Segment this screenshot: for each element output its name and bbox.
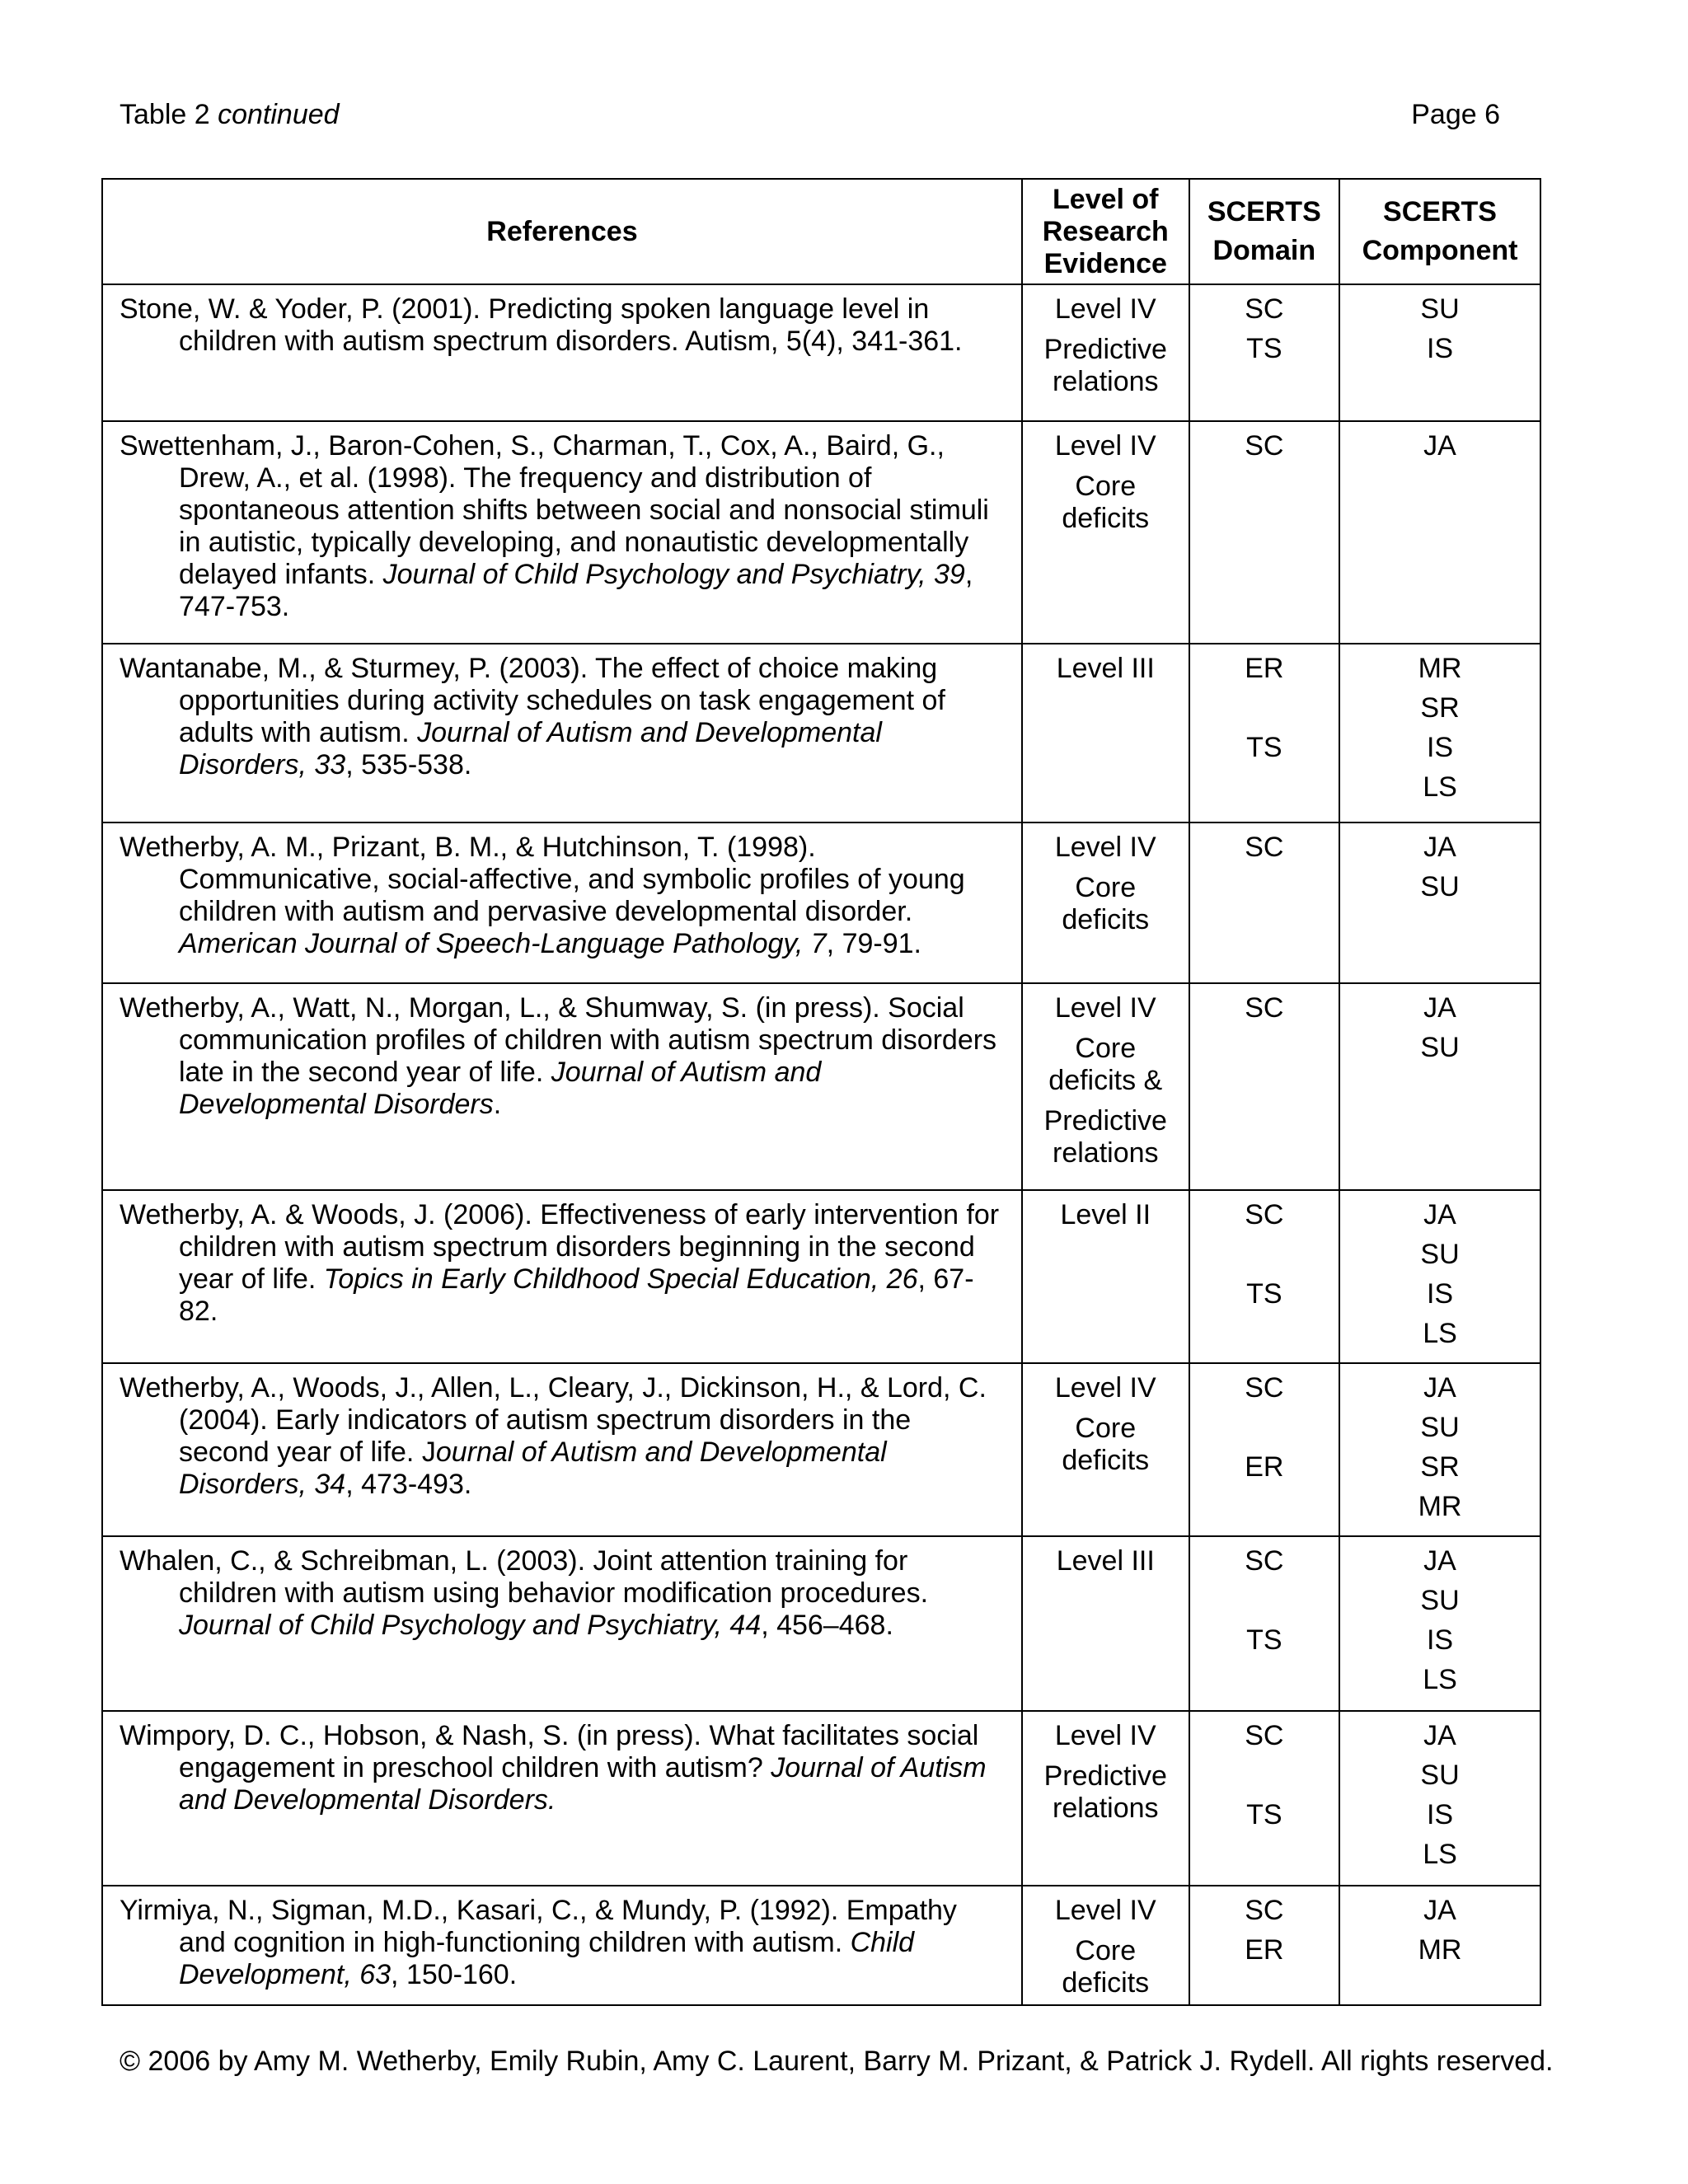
component-code: SR bbox=[1420, 692, 1460, 724]
component-code: IS bbox=[1426, 1624, 1454, 1656]
level-of-evidence-cell bbox=[1022, 1190, 1189, 1363]
level-text: Predictive bbox=[1043, 334, 1167, 365]
continued-label: continued bbox=[218, 99, 340, 130]
component-code: LS bbox=[1423, 1664, 1457, 1695]
level-entry bbox=[1023, 471, 1189, 535]
scerts-component-cell bbox=[1339, 421, 1540, 644]
level-text: Core bbox=[1075, 1033, 1137, 1064]
citation-text: Whalen, C., & Schreibman, L. (2003). Joint attention training for children with autism using behavior modification procedures. bbox=[120, 1545, 929, 1609]
level-entry bbox=[1023, 1199, 1189, 1231]
component-code: SU bbox=[1420, 1239, 1460, 1270]
level-of-evidence-cell bbox=[1022, 644, 1189, 823]
page-number: Page 6 bbox=[1411, 99, 1500, 130]
domain-code: SC bbox=[1245, 1199, 1284, 1230]
level-entry bbox=[1023, 832, 1189, 864]
level-entry bbox=[1023, 1372, 1189, 1404]
citation-source-italic: Child Development, 63 bbox=[179, 1927, 915, 1990]
citation-text: , 473-493. bbox=[345, 1469, 472, 1500]
level-entry bbox=[1023, 1545, 1189, 1577]
citation-text: , 150-160. bbox=[391, 1959, 518, 1990]
level-text: deficits bbox=[1062, 503, 1150, 534]
citation-source-italic: Journal of Autism and Developmental Disorders, 33 bbox=[179, 717, 882, 780]
reference-cell bbox=[102, 1190, 1022, 1363]
citation-source-italic: Journal of Child Psychology and Psychiatry, 39 bbox=[382, 559, 965, 590]
citation-text: Wimpory, D. C., Hobson, & Nash, S. (in press). What facilitates social engagement in preschool children with autism? bbox=[120, 1720, 979, 1783]
domain-code: TS bbox=[1246, 1799, 1282, 1830]
citation-source-italic: Journal of Autism and Developmental Disorders. bbox=[179, 1752, 987, 1816]
citation-text: Wetherby, A. & Woods, J. (2006). Effectiveness of early intervention for children with autism spectrum disorders beginning in the second year of life. bbox=[120, 1199, 1000, 1295]
domain-code: SC bbox=[1245, 992, 1284, 1024]
scerts-domain-cell bbox=[1189, 421, 1339, 644]
citation-text: , 535-538. bbox=[345, 749, 472, 780]
level-text: Level IV bbox=[1054, 430, 1156, 462]
level-entry bbox=[1023, 1760, 1189, 1825]
domain-code bbox=[1190, 1239, 1339, 1271]
domain-code bbox=[1190, 1412, 1339, 1444]
citation-text: Wetherby, A., Watt, N., Morgan, L., & Shumway, S. (in press). Social communication profiles of children with autism spectrum disorders late in the second year of life. bbox=[120, 992, 997, 1088]
table-row bbox=[102, 644, 1540, 823]
component-code: JA bbox=[1423, 1545, 1456, 1577]
header-component-line-2: Component bbox=[1362, 235, 1518, 266]
reference-citation bbox=[120, 1199, 1006, 1328]
level-entry bbox=[1023, 653, 1189, 685]
level-entry bbox=[1023, 293, 1189, 326]
component-code: JA bbox=[1423, 832, 1456, 863]
citation-text: , 79-91. bbox=[826, 928, 921, 959]
level-text: deficits bbox=[1062, 1445, 1150, 1476]
copyright-footer: © 2006 by Amy M. Wetherby, Emily Rubin, Amy C. Laurent, Barry M. Prizant, & Patrick J. Rydell. All rights reserved. bbox=[120, 2046, 1554, 2077]
citation-text: Wetherby, A. M., Prizant, B. M., & Hutchinson, T. (1998). Communicative, social-affective, and symbolic profiles of young children with autism and pervasive developmental disorder. bbox=[120, 832, 965, 927]
table-label: Table 2 bbox=[120, 99, 210, 130]
component-code: IS bbox=[1426, 732, 1454, 763]
level-text: Level III bbox=[1056, 653, 1155, 684]
level-entry bbox=[1023, 1105, 1189, 1169]
citation-text: , 67-82. bbox=[179, 1263, 974, 1327]
component-code: LS bbox=[1423, 1839, 1457, 1870]
reference-cell bbox=[102, 1536, 1022, 1711]
domain-code: SC bbox=[1245, 430, 1284, 462]
reference-cell bbox=[102, 421, 1022, 644]
level-text: Level IV bbox=[1054, 992, 1156, 1024]
header-level-line-2: Research bbox=[1042, 215, 1169, 247]
citation-text: Wetherby, A., Woods, J., Allen, L., Cleary, J., Dickinson, H., & Lord, C. (2004). Early indicators of autism spectrum disorders in the second year of life. J bbox=[120, 1372, 987, 1468]
scerts-domain-cell bbox=[1189, 1363, 1339, 1536]
header-domain-line-1: SCERTS bbox=[1207, 196, 1321, 227]
header-scerts-domain bbox=[1189, 179, 1339, 284]
level-text: Core bbox=[1075, 872, 1137, 903]
reference-cell bbox=[102, 823, 1022, 983]
reference-cell bbox=[102, 1886, 1022, 2005]
level-text: Level IV bbox=[1054, 1372, 1156, 1404]
scerts-domain-cell bbox=[1189, 1711, 1339, 1886]
reference-citation bbox=[120, 832, 1006, 960]
component-code: IS bbox=[1426, 1278, 1454, 1310]
component-code: LS bbox=[1423, 771, 1457, 803]
scerts-domain-cell bbox=[1189, 284, 1339, 421]
citation-source-italic: American Journal of Speech-Language Pathology, 7 bbox=[179, 928, 827, 959]
citation-source-italic: Journal of Autism and Developmental Disorders bbox=[179, 1057, 822, 1120]
header-level-of-research-evidence bbox=[1022, 179, 1189, 284]
references-table-wrapper bbox=[101, 178, 1541, 2006]
level-text: Predictive bbox=[1043, 1760, 1167, 1792]
domain-code: SC bbox=[1245, 1895, 1284, 1926]
component-code: JA bbox=[1423, 1199, 1456, 1230]
domain-code: TS bbox=[1246, 732, 1282, 763]
level-of-evidence-cell bbox=[1022, 1536, 1189, 1711]
component-code: SU bbox=[1420, 1760, 1460, 1791]
scerts-domain-cell bbox=[1189, 983, 1339, 1190]
table-row bbox=[102, 1363, 1540, 1536]
component-code: JA bbox=[1423, 1720, 1456, 1751]
domain-code: SC bbox=[1245, 1720, 1284, 1751]
table-title bbox=[120, 97, 340, 132]
scerts-component-cell bbox=[1339, 1190, 1540, 1363]
component-code: SU bbox=[1420, 871, 1460, 902]
component-code: JA bbox=[1423, 430, 1456, 462]
reference-citation bbox=[120, 293, 1006, 358]
level-text: relations bbox=[1053, 1793, 1159, 1824]
citation-text: . bbox=[493, 1089, 502, 1120]
table-row bbox=[102, 1190, 1540, 1363]
level-text: Core bbox=[1075, 1935, 1137, 1966]
component-code: SU bbox=[1420, 1585, 1460, 1616]
references-table bbox=[101, 178, 1541, 2006]
domain-code: TS bbox=[1246, 333, 1282, 364]
domain-code bbox=[1190, 1760, 1339, 1792]
reference-citation bbox=[120, 653, 1006, 781]
header-scerts-component bbox=[1339, 179, 1540, 284]
component-code: SR bbox=[1420, 1451, 1460, 1483]
level-entry bbox=[1023, 430, 1189, 462]
domain-code: ER bbox=[1245, 653, 1284, 684]
level-text: Core bbox=[1075, 471, 1137, 502]
table-row bbox=[102, 823, 1540, 983]
reference-citation bbox=[120, 992, 1006, 1121]
level-entry bbox=[1023, 1033, 1189, 1097]
level-text: deficits bbox=[1062, 1967, 1150, 1999]
citation-text: , 456–468. bbox=[761, 1610, 893, 1641]
domain-code: ER bbox=[1245, 1934, 1284, 1966]
reference-cell bbox=[102, 1711, 1022, 1886]
header-references bbox=[102, 179, 1022, 284]
component-code: JA bbox=[1423, 1372, 1456, 1404]
scerts-component-cell bbox=[1339, 1536, 1540, 1711]
reference-citation bbox=[120, 1720, 1006, 1816]
component-code: IS bbox=[1426, 1799, 1454, 1830]
citation-source-italic: ournal of Autism and Developmental Disorders, 34 bbox=[179, 1436, 887, 1500]
domain-code: TS bbox=[1246, 1624, 1282, 1656]
scerts-domain-cell bbox=[1189, 1886, 1339, 2005]
table-row bbox=[102, 983, 1540, 1190]
scerts-component-cell bbox=[1339, 644, 1540, 823]
reference-cell bbox=[102, 983, 1022, 1190]
scerts-component-cell bbox=[1339, 983, 1540, 1190]
component-code: SU bbox=[1420, 1412, 1460, 1443]
table-row bbox=[102, 421, 1540, 644]
level-entry bbox=[1023, 1413, 1189, 1477]
header-domain-line-2: Domain bbox=[1212, 235, 1316, 266]
citation-text: , 747-753. bbox=[179, 559, 973, 622]
reference-citation bbox=[120, 1545, 1006, 1642]
scerts-component-cell bbox=[1339, 1886, 1540, 2005]
component-code: MR bbox=[1418, 1491, 1462, 1522]
header-level-line-3: Evidence bbox=[1043, 247, 1167, 279]
level-of-evidence-cell bbox=[1022, 823, 1189, 983]
component-code: JA bbox=[1423, 992, 1456, 1024]
citation-text: Wantanabe, M., & Sturmey, P. (2003). The effect of choice making opportunities during activity schedules on task engagement of adults with autism. bbox=[120, 653, 945, 748]
citation-text: Yirmiya, N., Sigman, M.D., Kasari, C., & Mundy, P. (1992). Empathy and cognition in high-functioning children with autism. bbox=[120, 1895, 957, 1958]
table-body bbox=[102, 284, 1540, 2005]
level-of-evidence-cell bbox=[1022, 421, 1189, 644]
domain-code: SC bbox=[1245, 1545, 1284, 1577]
reference-cell bbox=[102, 644, 1022, 823]
header-component-line-1: SCERTS bbox=[1383, 196, 1497, 227]
level-of-evidence-cell bbox=[1022, 1363, 1189, 1536]
level-text: deficits & bbox=[1048, 1065, 1163, 1096]
table-row bbox=[102, 1886, 1540, 2005]
scerts-domain-cell bbox=[1189, 1190, 1339, 1363]
scerts-component-cell bbox=[1339, 823, 1540, 983]
citation-text: Swettenham, J., Baron-Cohen, S., Charman, T., Cox, A., Baird, G., Drew, A., et al. (1998). The frequency and distribution of spontaneous attention shifts between social and nonsocial stimuli in autistic, typically developing, and nonautistic developmentally delayed infants. bbox=[120, 430, 989, 590]
level-text: Level IV bbox=[1054, 1895, 1156, 1926]
table-header-row bbox=[102, 179, 1540, 284]
component-code: JA bbox=[1423, 1895, 1456, 1926]
level-of-evidence-cell bbox=[1022, 1711, 1189, 1886]
reference-citation bbox=[120, 1895, 1006, 1991]
scerts-component-cell bbox=[1339, 1711, 1540, 1886]
domain-code bbox=[1190, 1585, 1339, 1617]
level-text: deficits bbox=[1062, 904, 1150, 935]
level-entry bbox=[1023, 334, 1189, 398]
level-text: relations bbox=[1053, 1137, 1159, 1169]
citation-source-italic: Journal of Child Psychology and Psychiatry, 44 bbox=[179, 1610, 762, 1641]
component-code: MR bbox=[1418, 1934, 1462, 1966]
table-row bbox=[102, 284, 1540, 421]
domain-code: SC bbox=[1245, 1372, 1284, 1404]
level-text: Predictive bbox=[1043, 1105, 1167, 1137]
reference-cell bbox=[102, 284, 1022, 421]
level-text: Level II bbox=[1060, 1199, 1151, 1230]
level-entry bbox=[1023, 992, 1189, 1024]
component-code: SU bbox=[1420, 293, 1460, 325]
level-text: Level III bbox=[1056, 1545, 1155, 1577]
scerts-domain-cell bbox=[1189, 1536, 1339, 1711]
component-code: LS bbox=[1423, 1318, 1457, 1349]
header-level-line-1: Level of bbox=[1053, 183, 1159, 215]
domain-code bbox=[1190, 692, 1339, 724]
table-row bbox=[102, 1711, 1540, 1886]
level-text: Level IV bbox=[1054, 293, 1156, 325]
domain-code: TS bbox=[1246, 1278, 1282, 1310]
domain-code: SC bbox=[1245, 832, 1284, 863]
scerts-domain-cell bbox=[1189, 823, 1339, 983]
component-code: SU bbox=[1420, 1032, 1460, 1063]
level-of-evidence-cell bbox=[1022, 1886, 1189, 2005]
table-row bbox=[102, 1536, 1540, 1711]
domain-code: SC bbox=[1245, 293, 1284, 325]
scerts-component-cell bbox=[1339, 284, 1540, 421]
scerts-component-cell bbox=[1339, 1363, 1540, 1536]
header-references-label: References bbox=[486, 215, 638, 247]
level-entry bbox=[1023, 1720, 1189, 1752]
component-code: MR bbox=[1418, 653, 1462, 684]
reference-cell bbox=[102, 1363, 1022, 1536]
level-entry bbox=[1023, 1895, 1189, 1927]
level-entry bbox=[1023, 872, 1189, 936]
level-text: Level IV bbox=[1054, 1720, 1156, 1751]
reference-citation bbox=[120, 430, 1006, 623]
level-of-evidence-cell bbox=[1022, 284, 1189, 421]
level-of-evidence-cell bbox=[1022, 983, 1189, 1190]
level-text: Level IV bbox=[1054, 832, 1156, 863]
level-text: Core bbox=[1075, 1413, 1137, 1444]
component-code: IS bbox=[1426, 333, 1454, 364]
citation-text: Stone, W. & Yoder, P. (2001). Predicting spoken language level in children with autism spectrum disorders. Autism, 5(4), 341-361. bbox=[120, 293, 963, 357]
level-entry bbox=[1023, 1935, 1189, 1999]
level-text: relations bbox=[1053, 366, 1159, 397]
reference-citation bbox=[120, 1372, 1006, 1501]
scerts-domain-cell bbox=[1189, 644, 1339, 823]
domain-code: ER bbox=[1245, 1451, 1284, 1483]
citation-source-italic: Topics in Early Childhood Special Education, 26 bbox=[323, 1263, 918, 1295]
